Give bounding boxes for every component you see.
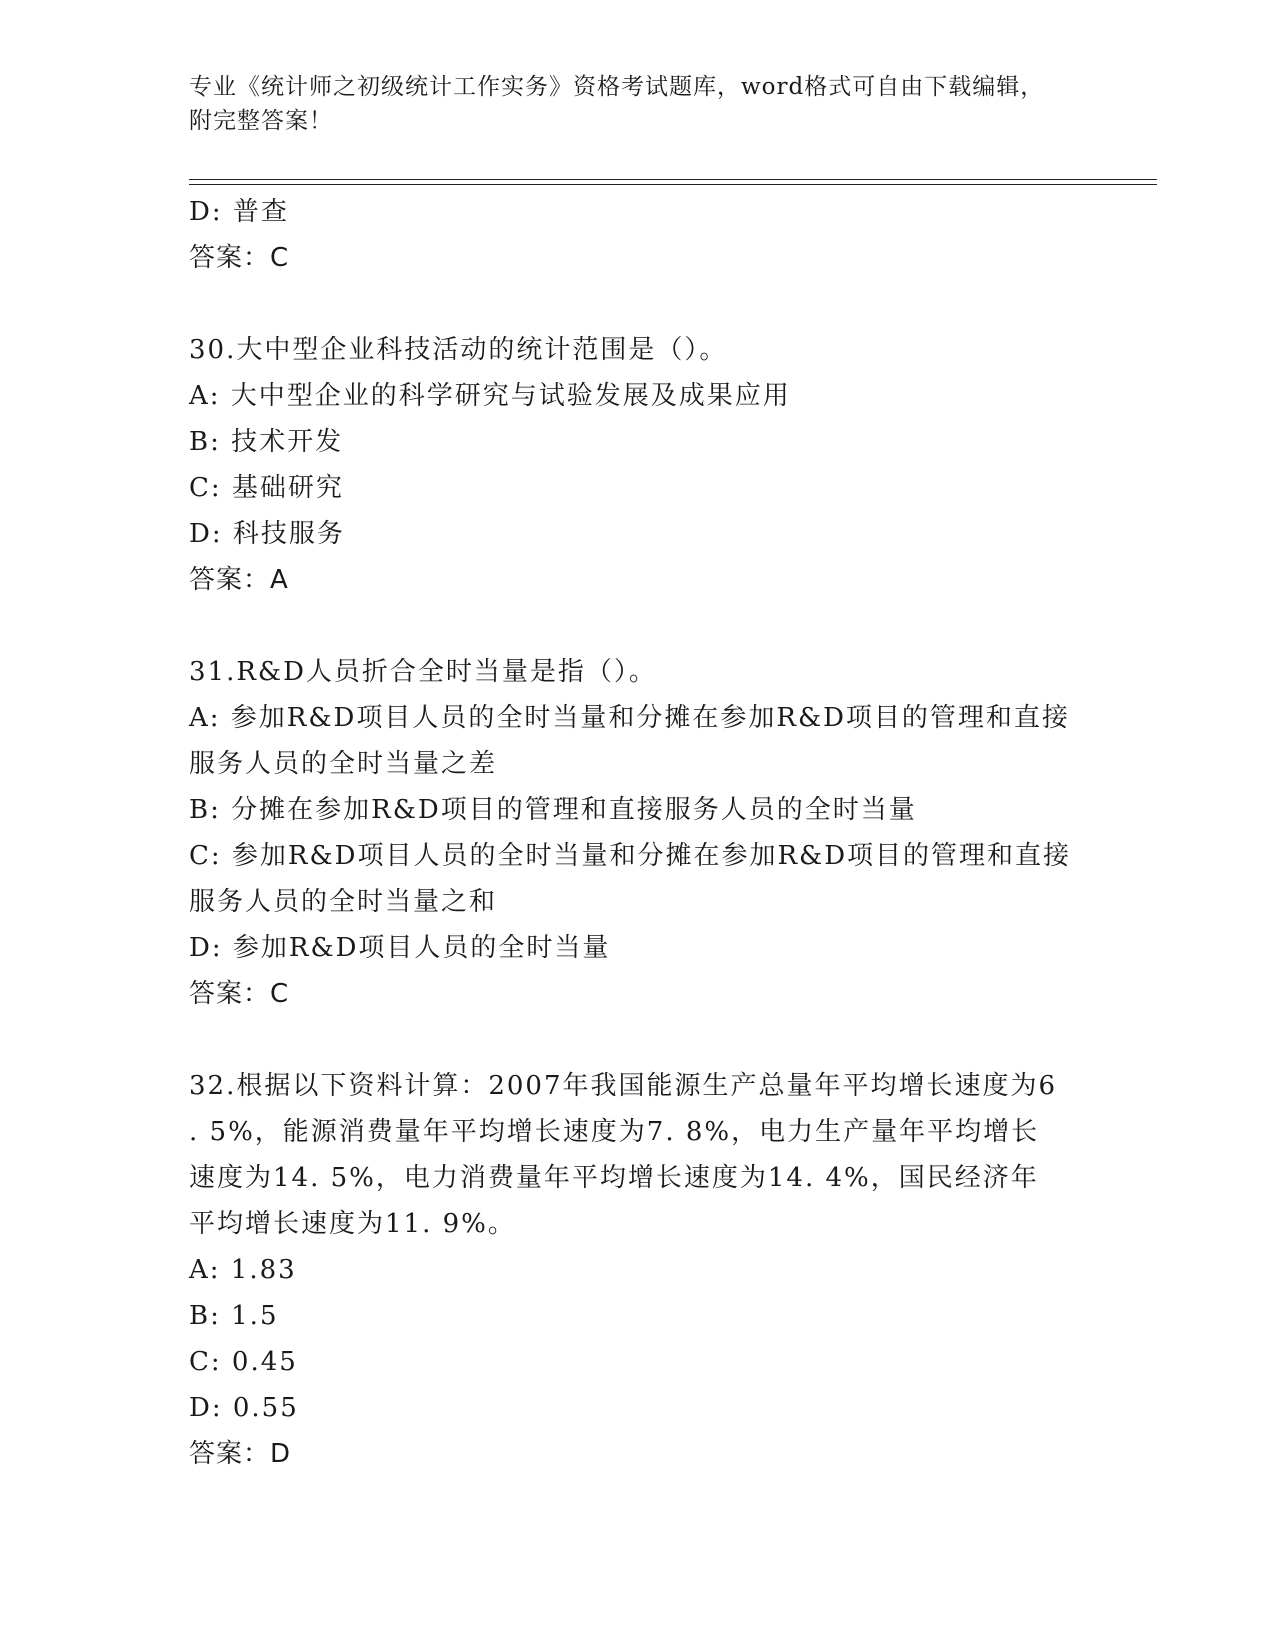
question-content xyxy=(189,189,1089,1477)
question-32 xyxy=(189,1063,1089,1477)
header-divider-bottom xyxy=(189,184,1157,185)
question-stem: 31.R&D人员折合全时当量是指（）。 xyxy=(189,657,657,687)
option-a-continued: 服务人员的全时当量之差 xyxy=(189,749,498,779)
option-c: C: 基础研究 xyxy=(189,473,344,503)
spacer xyxy=(189,1017,1089,1063)
previous-question-tail xyxy=(189,189,1089,281)
option-a: A: 大中型企业的科学研究与试验发展及成果应用 xyxy=(189,381,791,411)
question-stem-continued: 速度为14. 5%，电力消费量年平均增长速度为14. 4%，国民经济年 xyxy=(189,1163,1039,1193)
option-c: C: 0.45 xyxy=(189,1347,298,1377)
answer-line: 答案：A xyxy=(189,565,289,595)
question-stem: 32.根据以下资料计算：2007年我国能源生产总量年平均增长速度为6 xyxy=(189,1071,1058,1101)
spacer xyxy=(189,281,1089,327)
option-b: B: 1.5 xyxy=(189,1301,279,1331)
question-stem-continued: 平均增长速度为11. 9%。 xyxy=(189,1209,516,1239)
question-31 xyxy=(189,649,1089,1017)
option-c: C: 参加R&D项目人员的全时当量和分摊在参加R&D项目的管理和直接 xyxy=(189,841,1072,871)
option-b: B: 分摊在参加R&D项目的管理和直接服务人员的全时当量 xyxy=(189,795,917,825)
question-stem-continued: . 5%，能源消费量年平均增长速度为7. 8%，电力生产量年平均增长 xyxy=(189,1117,1040,1147)
header-divider-top xyxy=(189,179,1157,180)
spacer xyxy=(189,603,1089,649)
option-d: D: 参加R&D项目人员的全时当量 xyxy=(189,933,611,963)
option-d: D: 科技服务 xyxy=(189,519,345,549)
question-stem: 30.大中型企业科技活动的统计范围是（）。 xyxy=(189,335,728,365)
option-b: B: 技术开发 xyxy=(189,427,344,457)
document-header xyxy=(189,70,1089,138)
option-a: A: 参加R&D项目人员的全时当量和分摊在参加R&D项目的管理和直接 xyxy=(189,703,1070,733)
answer-line: 答案：D xyxy=(189,1439,292,1469)
answer-line: 答案：C xyxy=(189,243,290,273)
answer-line: 答案：C xyxy=(189,979,290,1009)
option-c-continued: 服务人员的全时当量之和 xyxy=(189,887,498,917)
option-a: A: 1.83 xyxy=(189,1255,297,1285)
header-line-2: 附完整答案！ xyxy=(189,108,333,134)
header-line-1: 专业《统计师之初级统计工作实务》资格考试题库，word格式可自由下载编辑， xyxy=(189,74,1045,100)
option-d: D: 普查 xyxy=(189,197,289,227)
option-d: D: 0.55 xyxy=(189,1393,299,1423)
question-30 xyxy=(189,327,1089,603)
